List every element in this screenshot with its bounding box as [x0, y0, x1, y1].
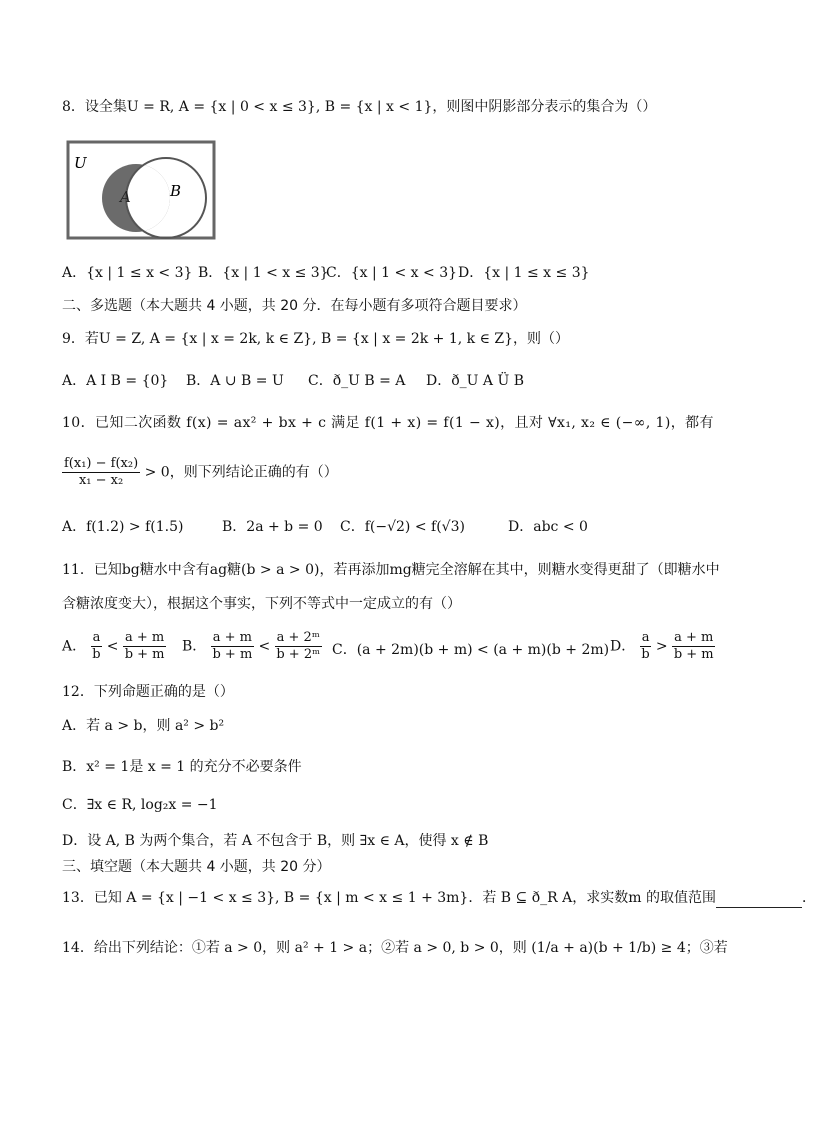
- q11-d-frac1-den: b: [641, 647, 650, 662]
- q11-stem-line1: 11．已知bg糖水中含有ag糖(b > a > 0)，若再添加mg糖完全溶解在其中，则糖水变得更甜了（即糖水中: [62, 562, 720, 578]
- q11-a-frac2-num: a + m: [124, 630, 165, 645]
- q11-a-relation: <: [106, 638, 119, 655]
- q13-line: [62, 888, 816, 908]
- q10-stem: 10．已知二次函数 f(x) = ax² + bx + c 满足 f(1 + x) = f(1 − x)，且对 ∀x₁, x₂ ∈ (−∞, 1)，都有: [62, 415, 714, 431]
- q11-b-relation: <: [258, 638, 271, 655]
- q11-d-frac2-den: b + m: [673, 647, 714, 662]
- q12-option-b: B．x² = 1是 x = 1 的充分不必要条件: [62, 759, 302, 775]
- section-2-title: 二、多选题（本大题共 4 小题，共 20 分．在每小题有多项符合题目要求）: [62, 298, 527, 314]
- q10-fraction-numerator: f(x₁) − f(x₂): [64, 456, 139, 471]
- q11-a-frac2-den: b + m: [124, 647, 165, 662]
- q11-b-frac2-den: b + 2ᵐ: [276, 647, 321, 662]
- q8-option-c: C．{x | 1 < x < 3}: [326, 265, 458, 281]
- q11-option-a: [62, 630, 166, 663]
- universal-set-label: U: [74, 154, 87, 172]
- q10-option-a: A．f(1.2) > f(1.5): [62, 519, 184, 535]
- q11-options: [62, 630, 732, 670]
- q9-option-c: C．ð_U B = A: [308, 373, 406, 389]
- q12-option-d: D．设 A, B 为两个集合，若 A 不包含于 B，则 ∃x ∈ A，使得 x ∉ B: [62, 833, 489, 849]
- q10-fraction: [62, 456, 140, 489]
- q10-option-c: C．f(−√2) < f(√3): [340, 519, 465, 535]
- set-a-label: A: [120, 188, 131, 206]
- q9-stem: 9．若U = Z, A = {x | x = 2k, k ∈ Z}, B = {x | x = 2k + 1, k ∈ Z}，则（）: [62, 331, 570, 347]
- set-b-label: B: [170, 182, 182, 200]
- q11-option-d: [610, 630, 715, 663]
- q11-option-b-label: B．: [182, 638, 207, 655]
- q8-option-d: D．{x | 1 ≤ x ≤ 3}: [458, 265, 590, 281]
- q12-option-a: A．若 a > b，则 a² > b²: [62, 718, 225, 734]
- q8-stem: 8．设全集U = R, A = {x | 0 < x ≤ 3}, B = {x | x < 1}，则图中阴影部分表示的集合为（）: [62, 99, 657, 115]
- q11-a-frac1-num: a: [92, 630, 101, 645]
- q8-option-a: A．{x | 1 ≤ x < 3}: [62, 265, 193, 281]
- q11-d-frac2-num: a + m: [674, 630, 714, 645]
- q11-b-frac1-den: b + m: [212, 647, 253, 662]
- q11-b-frac2-num: a + 2ᵐ: [276, 630, 320, 645]
- q9-option-a: A．A I B = {0}: [62, 373, 169, 389]
- q10-option-d: D．abc < 0: [508, 519, 588, 535]
- section-3-title: 三、填空题（本大题共 4 小题，共 20 分）: [62, 859, 331, 875]
- q13-stem: 13．已知 A = {x | −1 < x ≤ 3}, B = {x | m < x ≤ 1 + 3m}．若 B ⊆ ð_R A，求实数m 的取值范围: [62, 890, 716, 906]
- q11-stem-line2: 含糖浓度变大），根据这个事实，下列不等式中一定成立的有（）: [62, 596, 461, 612]
- q11-option-b: [182, 630, 322, 663]
- q14-stem: 14．给出下列结论：①若 a > 0，则 a² + 1 > a；②若 a > 0, b > 0，则 (1/a + a)(b + 1/b) ≥ 4；③若: [62, 940, 728, 956]
- q8-option-b: B．{x | 1 < x ≤ 3}: [198, 265, 329, 281]
- q11-a-frac1-den: b: [92, 647, 101, 662]
- q13-answer-blank[interactable]: [716, 893, 802, 908]
- q10-condition: [62, 456, 732, 496]
- q13-end: ．: [801, 890, 816, 906]
- q12-stem: 12．下列命题正确的是（）: [62, 684, 234, 700]
- q10-option-b: B．2a + b = 0: [222, 519, 323, 535]
- q9-option-d: D．ð_U A Ü B: [426, 373, 524, 389]
- q10-fraction-denominator: x₁ − x₂: [78, 473, 124, 488]
- q11-option-c: C．(a + 2m)(b + m) < (a + m)(b + 2m): [332, 642, 610, 658]
- q11-b-frac1-num: a + m: [212, 630, 252, 645]
- q9-option-b: B．A ∪ B = U: [186, 373, 284, 389]
- q11-option-a-label: A．: [62, 638, 87, 655]
- q11-d-relation: >: [655, 638, 668, 655]
- q12-option-c: C．∃x ∈ R, log₂x = −1: [62, 797, 218, 813]
- q10-condition-text: > 0，则下列结论正确的有（）: [144, 464, 338, 481]
- q11-d-frac1-num: a: [641, 630, 650, 645]
- venn-diagram: [66, 140, 216, 240]
- q11-option-d-label: D．: [610, 638, 636, 655]
